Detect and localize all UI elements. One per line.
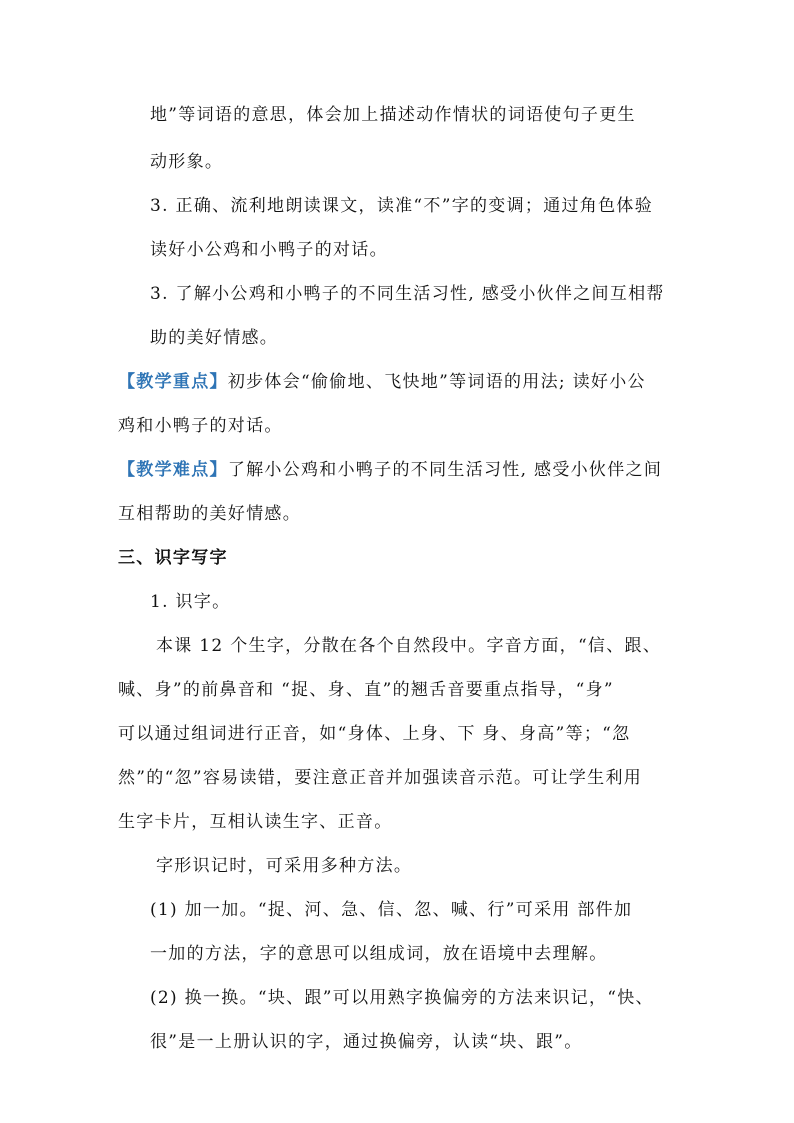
method-2-line-1: (2) 换一换。“块、跟”可以用熟字换偏旁的方法来识记，“快、 xyxy=(150,988,654,1008)
key-points-text: 初步体会“偷偷地、飞快地”等词语的用法; 读好小公 xyxy=(227,372,646,392)
section-3-para-1-line-2: 喊、身”的前鼻音和 “捉、身、直”的翘舌音要重点指导，“身” xyxy=(118,680,614,700)
section-3-para-1-line-3: 可以通过组词进行正音，如“身体、上身、下 身、身高”等；“忽 xyxy=(118,724,631,744)
section-3-para-1-line-1: 本课 12 个生字，分散在各个自然段中。字音方面，“信、跟、 xyxy=(156,636,662,656)
objective-2-continued-line-1: 地”等词语的意思，体会加上描述动作情状的词语使句子更生 xyxy=(150,105,636,125)
objective-2-continued-line-2: 动形象。 xyxy=(150,152,224,172)
objective-3b-line-1: 3. 了解小公鸡和小鸭子的不同生活习性, 感受小伙伴之间互相帮 xyxy=(150,284,665,304)
method-1-line-2: 一加的方法，字的意思可以组成词，放在语境中去理解。 xyxy=(150,944,608,964)
section-3-para-1-line-4: 然”的“忽”容易读错，要注意正音并加强读音示范。可让学生利用 xyxy=(118,768,643,788)
objective-3b-line-2: 助的美好情感。 xyxy=(150,328,279,348)
section-3-para-2: 字形识记时，可采用多种方法。 xyxy=(156,856,413,876)
key-points-line-2: 鸡和小鸭子的对话。 xyxy=(118,416,283,436)
difficulties-tag: 【教学难点】 xyxy=(118,460,228,480)
objective-3a-line-2: 读好小公鸡和小鸭子的对话。 xyxy=(150,240,388,260)
key-points-tag: 【教学重点】 xyxy=(118,372,228,392)
section-3-title: 三、识字写字 xyxy=(118,548,228,568)
method-2-line-2: 很”是一上册认识的字，通过换偏旁，认读“块、跟”。 xyxy=(150,1032,583,1052)
difficulties-line-2: 互相帮助的美好情感。 xyxy=(118,504,301,524)
difficulties-text: 了解小公鸡和小鸭子的不同生活习性, 感受小伙伴之间 xyxy=(227,460,663,480)
key-points-line-1 xyxy=(118,371,646,393)
section-3-para-1-line-5: 生字卡片，互相认读生字、正音。 xyxy=(118,812,393,832)
objective-3a-line-1: 3. 正确、流利地朗读课文，读准“不”字的变调；通过角色体验 xyxy=(150,196,654,216)
section-3-subtitle-1: 1. 识字。 xyxy=(150,592,231,612)
method-1-line-1: (1) 加一加。“捉、河、急、信、忽、喊、行”可采用 部件加 xyxy=(150,900,633,920)
difficulties-line-1 xyxy=(118,459,662,481)
